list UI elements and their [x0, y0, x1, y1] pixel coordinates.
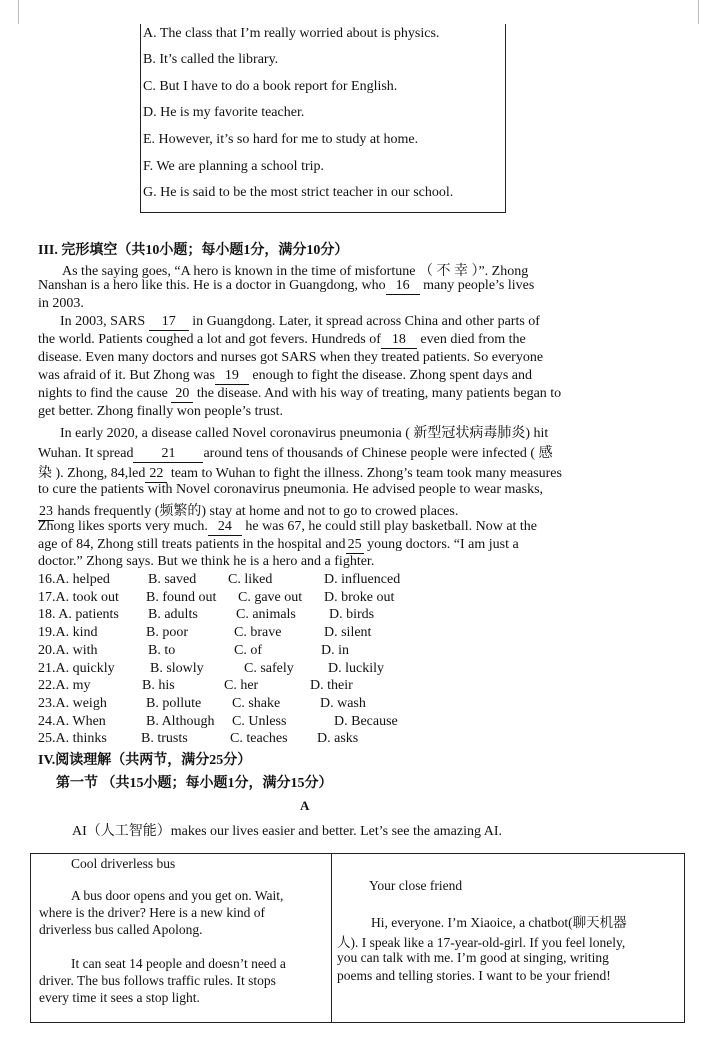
blank-18: 18	[381, 332, 417, 349]
choice-c: C. animals	[236, 607, 296, 623]
choice-a: 21.A. quickly	[38, 660, 115, 676]
passage-line-13: to cure the patients with Novel coronavirus pneumonia. He advised people to wear masks,	[38, 482, 544, 497]
choice-a: 17.A. took out	[38, 589, 119, 605]
passage-line-1	[62, 260, 528, 280]
choice-c: C. safely	[244, 660, 294, 676]
choice-a: 24.A. When	[38, 713, 106, 729]
passage-line-3: in 2003.	[38, 296, 84, 311]
passage-line-14	[38, 500, 458, 521]
choice-c: C. shake	[232, 695, 281, 711]
right-cell-text: Hi, everyone. I’m Xiaoice, a chatbot(聊天机器	[371, 915, 627, 930]
choice-a: 16.A. helped	[38, 572, 110, 587]
reading-table	[30, 853, 685, 1023]
option-a: A. The class that I’m really worried about is physics.	[143, 26, 440, 41]
blank-20: 20	[171, 386, 193, 403]
passage-text: was afraid of it. But Zhong was	[38, 368, 215, 383]
passage-text: Nanshan is a hero like this. He is a doctor in Guangdong, who	[38, 278, 386, 293]
passage-text: even died from the	[420, 332, 526, 347]
passage-line-6: disease. Even many doctors and nurses got SARS when they treated patients. So everyone	[38, 350, 544, 365]
right-cell-text: 人). I speak like a 17-year-old-girl. If you feel lonely,	[337, 935, 626, 950]
choice-a: 20.A. with	[38, 642, 98, 658]
option-g: G. He is said to be the most strict teacher in our school.	[143, 185, 454, 200]
passage-text: hands frequently (频繁的) stay at home and not to go to crowed places.	[57, 504, 459, 519]
choice-a: 19.A. kind	[38, 625, 98, 641]
choice-d: D. luckily	[328, 660, 384, 676]
option-c: C. But I have to do a book report for English.	[143, 79, 398, 94]
choice-b: B. to	[148, 642, 176, 658]
choice-b: B. found out	[146, 589, 217, 605]
passage-text: young doctors. “I am just a	[367, 537, 519, 552]
passage-line-17: doctor.” Zhong says. But we think he is a hero and a fighter.	[38, 554, 375, 569]
options-box	[140, 24, 506, 213]
option-e: E. However, it’s so hard for me to study at home.	[143, 132, 419, 147]
table-divider	[331, 854, 332, 1022]
blank-21: 21	[133, 446, 203, 463]
choice-c: C. Unless	[232, 713, 287, 729]
choice-d: D. silent	[324, 625, 372, 641]
passage-text: in Guangdong. Later, it spread across China and other parts of	[192, 314, 540, 329]
section-4-subheading: 第一节 （共15小题；每小题1分，满分15分）	[56, 776, 333, 791]
left-cell-text: driverless bus called Apolong.	[39, 922, 203, 937]
choice-a: 18. A. patients	[38, 607, 119, 623]
passage-text: the disease. And with his way of treating, many patients began to	[196, 386, 562, 401]
left-cell-text: It can seat 14 people and doesn’t need a	[71, 956, 286, 971]
passage-text: he was 67, he could still play basketball. Now at the	[245, 519, 538, 534]
option-b: B. It’s called the library.	[143, 52, 279, 67]
choice-d: D. their	[310, 678, 353, 694]
choice-c: C. her	[224, 678, 259, 694]
blank-22: 22	[145, 466, 167, 483]
option-f: F. We are planning a school trip.	[143, 159, 325, 174]
choice-b: B. Although	[146, 713, 215, 729]
choice-d: D. Because	[334, 713, 398, 729]
choice-c: C. gave out	[238, 589, 303, 605]
blank-24: 24	[208, 519, 242, 536]
choice-d: D. birds	[329, 607, 375, 623]
passage-intro: AI（人工智能）makes our lives easier and better. Let’s see the amazing AI.	[72, 824, 502, 839]
passage-text: many people’s lives	[423, 278, 535, 293]
section-3-heading: III. 完形填空（共10小题；每小题1分，满分10分）	[38, 243, 349, 258]
passage-line-8	[38, 386, 561, 403]
passage-letter: A	[300, 798, 310, 813]
passage-text: enough to fight the disease. Zhong spent days and	[252, 368, 532, 383]
choice-d: D. asks	[317, 731, 359, 747]
passage-text: team to Wuhan to fight the illness. Zhong’s team took many measures	[170, 466, 562, 481]
choice-c: C. of	[234, 642, 262, 658]
corner-mark-left	[18, 0, 19, 24]
passage-line-4	[60, 314, 540, 331]
left-cell-text: A bus door opens and you get on. Wait,	[71, 888, 284, 903]
blank-25: 25	[347, 537, 362, 552]
passage-text: Zhong likes sports very much.	[38, 519, 208, 534]
passage-line-12	[38, 462, 562, 483]
passage-line-5	[38, 332, 526, 349]
left-cell-text: every time it sees a stop light.	[39, 990, 200, 1005]
choice-b: B. his	[142, 678, 175, 694]
choice-b: B. adults	[148, 607, 198, 623]
blank-19: 19	[215, 368, 249, 385]
choice-d: D. influenced	[324, 572, 401, 587]
passage-line-16	[38, 537, 519, 554]
passage-line-10: In early 2020, a disease called Novel coronavirus pneumonia ( 新型冠状病毒肺炎) hit	[60, 426, 549, 441]
blank-23: 23	[39, 504, 53, 519]
option-d: D. He is my favorite teacher.	[143, 105, 305, 120]
choice-b: B. trusts	[141, 731, 188, 747]
passage-text: Wuhan. It spread	[38, 446, 134, 461]
passage-text: As the saying goes, “A hero is known in the time of misfortune （ 不 幸 ）”. Zhong	[62, 264, 529, 279]
choice-b: B. poor	[146, 625, 188, 641]
passage-line-2	[38, 278, 534, 295]
passage-line-9: get better. Zhong finally won people’s trust.	[38, 404, 283, 419]
right-cell-text: poems and telling stories. I want to be your friend!	[337, 968, 611, 983]
choice-d: D. broke out	[324, 589, 395, 605]
choice-c: C. brave	[234, 625, 282, 641]
passage-text: In 2003, SARS	[60, 314, 146, 329]
left-cell-title: Cool driverless bus	[71, 856, 176, 871]
choice-d: D. in	[321, 642, 349, 658]
passage-text: 染 ). Zhong, 84,led	[38, 466, 146, 481]
corner-mark-right	[698, 0, 699, 24]
choice-c: C. liked	[228, 572, 273, 587]
passage-line-15	[38, 519, 537, 536]
choice-d: D. wash	[320, 695, 366, 711]
choice-c: C. teaches	[230, 731, 288, 747]
right-cell-text: you can talk with me. I’m good at singing, writing	[337, 950, 609, 965]
choice-b: B. slowly	[150, 660, 204, 676]
blank-17: 17	[149, 314, 189, 331]
passage-text: the world. Patients coughed a lot and got fevers. Hundreds of	[38, 332, 381, 347]
passage-line-11	[38, 442, 553, 463]
left-cell-text: driver. The bus follows traffic rules. It stops	[39, 973, 276, 988]
choice-a: 23.A. weigh	[38, 695, 107, 711]
right-cell-title: Your close friend	[369, 878, 463, 893]
passage-text: around tens of thousands of Chinese people were infected ( 感	[203, 446, 553, 461]
passage-line-7	[38, 368, 532, 385]
section-4-heading: IV.阅读理解（共两节，满分25分）	[38, 753, 252, 768]
choice-a: 25.A. thinks	[38, 731, 107, 747]
passage-text: nights to find the cause	[38, 386, 168, 401]
blank-16: 16	[386, 278, 420, 295]
choice-b: B. pollute	[146, 695, 202, 711]
passage-text: age of 84, Zhong still treats patients in the hospital and	[38, 537, 346, 552]
choice-a: 22.A. my	[38, 678, 91, 694]
left-cell-text: where is the driver? Here is a new kind of	[39, 905, 266, 920]
choice-b: B. saved	[148, 572, 197, 587]
